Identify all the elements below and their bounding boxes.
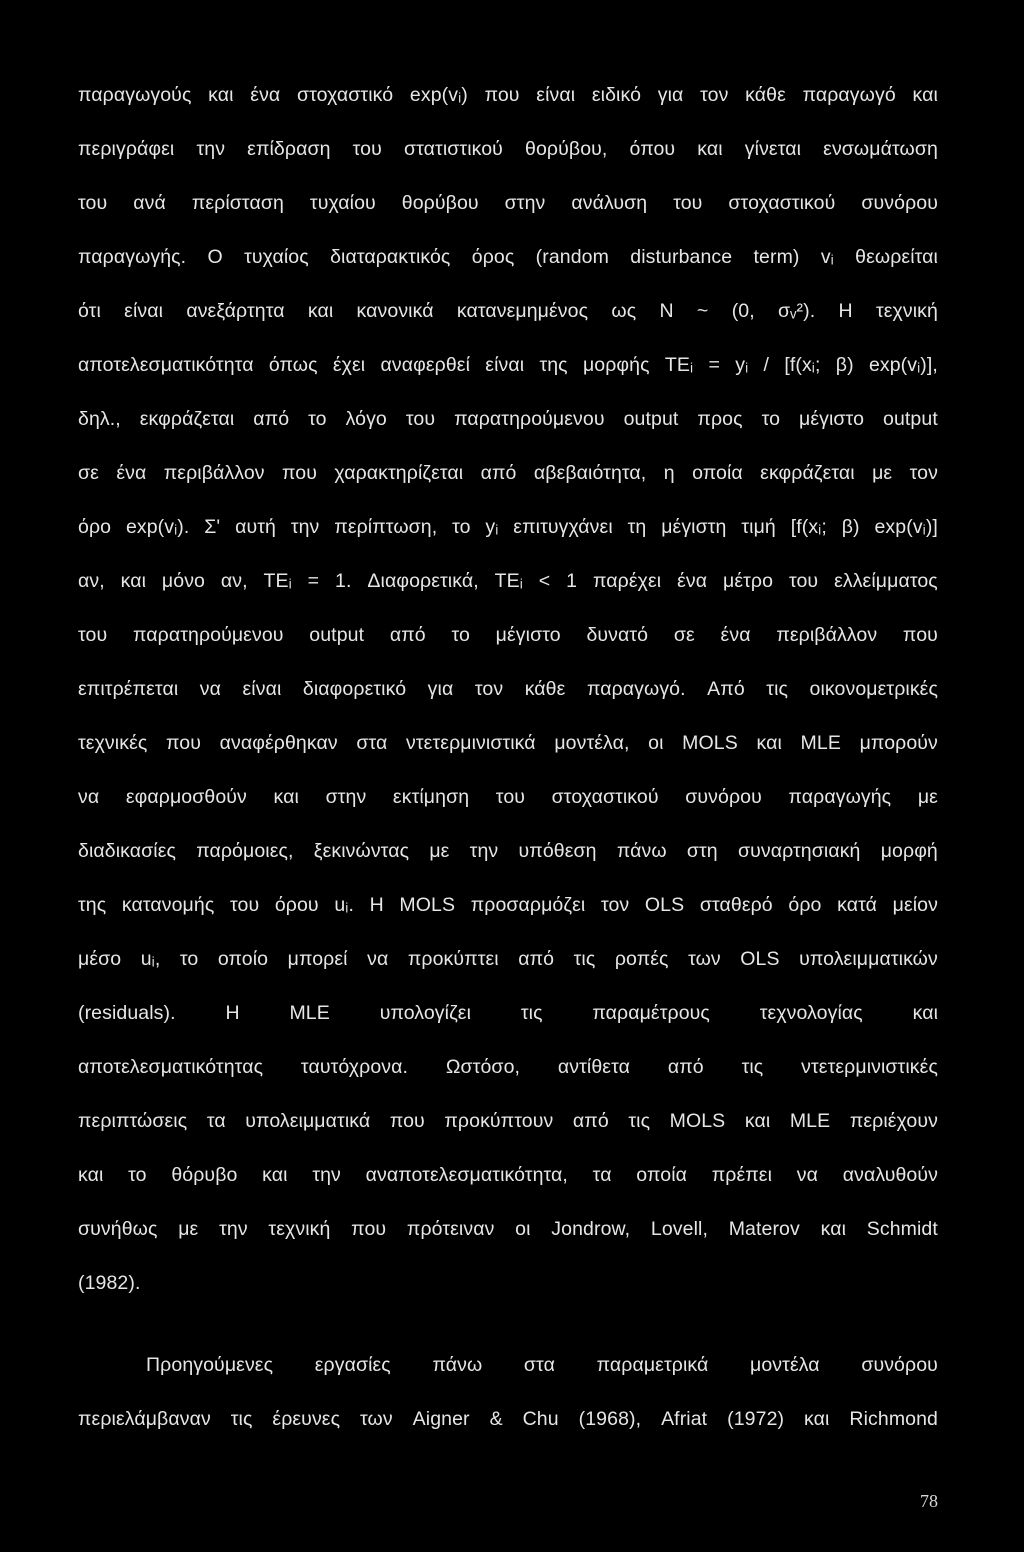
text-line: αποτελεσματικότητα όπως έχει αναφερθεί είναι της μορφής TEᵢ = yᵢ / [f(xᵢ; β) exp(vᵢ)], (78, 354, 938, 376)
text-line: δηλ., εκφράζεται από το λόγο του παρατηρούμενου output προς το μέγιστο output (78, 408, 938, 430)
paragraph-2 (78, 1338, 938, 1446)
text-line: της κατανομής του όρου uᵢ. Η MOLS προσαρμόζει τον OLS σταθερό όρο κατά μείον (78, 894, 938, 916)
text-line: επιτρέπεται να είναι διαφορετικό για τον κάθε παραγωγό. Από τις οικονομετρικές (78, 678, 938, 700)
text-line: του παρατηρούμενου output από το μέγιστο δυνατό σε ένα περιβάλλον που (78, 624, 938, 646)
text-line: διαδικασίες παρόμοιες, ξεκινώντας με την υπόθεση πάνω στη συναρτησιακή μορφή (78, 840, 938, 862)
text-line: συνήθως με την τεχνική που πρότειναν οι Jondrow, Lovell, Materov και Schmidt (78, 1218, 938, 1240)
text-line: σε ένα περιβάλλον που χαρακτηρίζεται από αβεβαιότητα, η οποία εκφράζεται με τον (78, 462, 938, 484)
text-line: του ανά περίσταση τυχαίου θορύβου στην ανάλυση του στοχαστικού συνόρου (78, 192, 938, 214)
text-line: μέσο uᵢ, το οποίο μπορεί να προκύπτει από τις ροπές των OLS υπολειμματικών (78, 948, 938, 970)
text-line: παραγωγής. Ο τυχαίος διαταρακτικός όρος (random disturbance term) vᵢ θεωρείται (78, 246, 938, 268)
text-line: αν, και μόνο αν, TEᵢ = 1. Διαφορετικά, TEᵢ < 1 παρέχει ένα μέτρο του ελλείμματος (78, 570, 938, 592)
text-line: περιελάμβαναν τις έρευνες των Aigner & Chu (1968), Afriat (1972) και Richmond (78, 1408, 938, 1430)
text-line: αποτελεσματικότητας ταυτόχρονα. Ωστόσο, αντίθετα από τις ντετερμινιστικές (78, 1056, 938, 1078)
paragraph-gap (78, 1310, 938, 1338)
document-body (78, 68, 938, 1446)
text-line: όρο exp(vᵢ). Σ' αυτή την περίπτωση, το yᵢ επιτυγχάνει τη μέγιστη τιμή [f(xᵢ; β) exp(vᵢ)] (78, 516, 938, 538)
text-line: τεχνικές που αναφέρθηκαν στα ντετερμινιστικά μοντέλα, οι MOLS και MLE μπορούν (78, 732, 938, 754)
page-number: 78 (920, 1491, 938, 1511)
text-line: (1982). (78, 1272, 141, 1294)
text-line: και το θόρυβο και την αναποτελεσματικότητα, τα οποία πρέπει να αναλυθούν (78, 1164, 938, 1186)
text-line: (residuals). Η MLE υπολογίζει τις παραμέτρους τεχνολογίας και (78, 1002, 938, 1024)
text-line: ότι είναι ανεξάρτητα και κανονικά κατανεμημένος ως N ~ (0, σᵥ²). Η τεχνική (78, 300, 938, 322)
text-line: περιγράφει την επίδραση του στατιστικού θορύβου, όπου και γίνεται ενσωμάτωση (78, 138, 938, 160)
text-line: περιπτώσεις τα υπολειμματικά που προκύπτουν από τις MOLS και MLE περιέχουν (78, 1110, 938, 1132)
paragraph-1 (78, 68, 938, 1310)
text-line: Προηγούμενες εργασίες πάνω στα παραμετρικά μοντέλα συνόρου (146, 1354, 938, 1376)
text-line: να εφαρμοσθούν και στην εκτίμηση του στοχαστικού συνόρου παραγωγής με (78, 786, 938, 808)
text-line: παραγωγούς και ένα στοχαστικό exp(vᵢ) που είναι ειδικό για τον κάθε παραγωγό και (78, 84, 938, 106)
